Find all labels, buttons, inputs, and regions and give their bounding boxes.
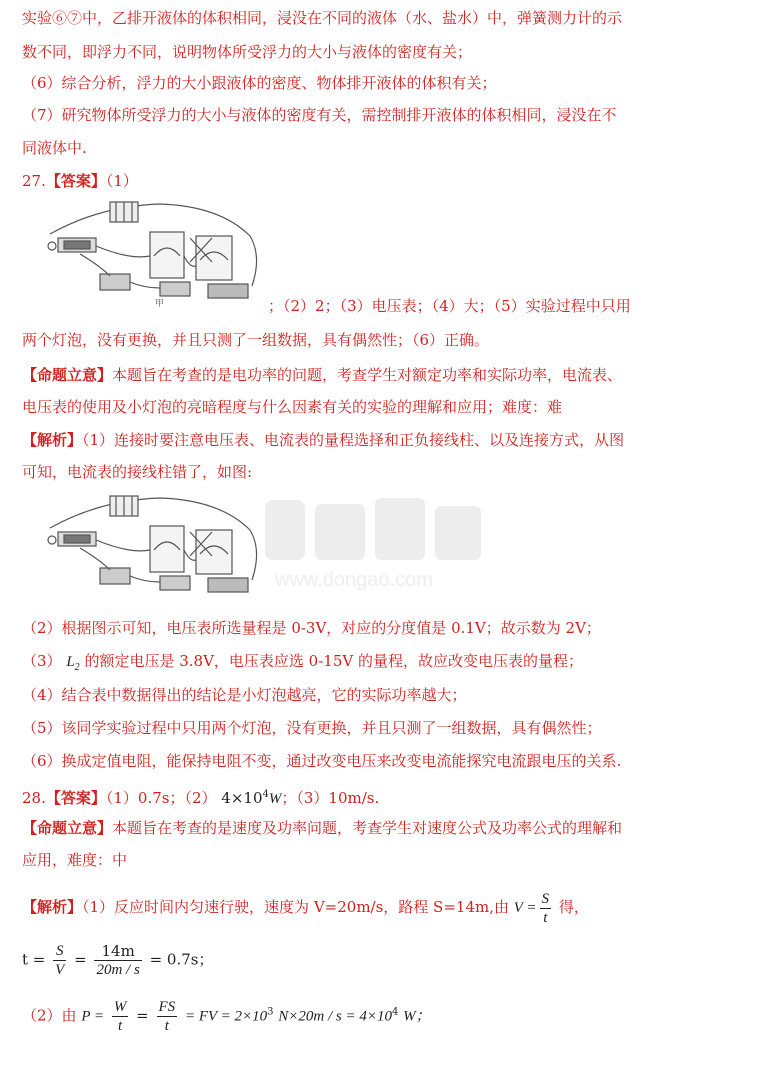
q28-intent-tag: 【命题立意】	[22, 819, 113, 837]
q27-step3	[22, 651, 583, 678]
q27-analysis-text: （1）连接时要注意电压表、电流表的量程选择和正负接线柱、以及连接方式，从图	[82, 431, 625, 449]
q28-number: 28.	[22, 789, 46, 807]
q28-intent-line2: 应用，难度：中	[22, 851, 128, 869]
q27-number: 27.	[22, 172, 46, 190]
text-line-2: 数不同，即浮力不同，说明物体所受浮力的大小与液体的密度有关；	[22, 43, 473, 61]
q27-intent-line2: 电压表的使用及小灯泡的亮暗程度与什么因素有关的实验的理解和应用；难度：难	[22, 398, 563, 416]
q27-answer-tag: 【答案】	[45, 172, 106, 190]
q27-intent	[22, 365, 622, 385]
q27-answers-rest: ；（2）2；（3）电压表；（4）大；（5）实验过程中只用	[268, 297, 631, 315]
q27-analysis-tag: 【解析】	[22, 431, 83, 449]
q28-analysis	[22, 890, 589, 927]
q28-answer-tag: 【答案】	[45, 789, 106, 807]
text-line-4: （7）研究物体所受浮力的大小与液体的密度有关，需控制排开液体的体积相同，浸没在不	[22, 106, 617, 124]
text-line-1: 实验⑥⑦中，乙排开液体的体积相同，浸没在不同的液体（水、盐水）中，弹簧测力计的示	[22, 9, 623, 27]
q27-answer-heading	[22, 171, 138, 191]
q27-analysis	[22, 430, 624, 450]
q28-power-value: $4\times 10^4W$	[221, 789, 282, 807]
watermark-text: www.dongao.com	[275, 569, 433, 591]
q27-step2: （2）根据图示可知，电压表所选量程是 0-3V，对应的分度值是 0.1V；故示数为 2V；	[22, 619, 601, 637]
q28-analysis-end: 得，	[558, 897, 589, 916]
q27-step5: （5）该同学实验过程中只用两个灯泡，没有更换，并且只测了一组数据，具有偶然性；	[22, 719, 602, 737]
l2-symbol: $L_2$	[66, 654, 80, 673]
q27-analysis-line2: 可知，电流表的接线柱错了，如图:	[22, 463, 253, 481]
q27-intent-text: 本题旨在考查的是电功率的问题，考查学生对额定功率和实际功率，电流表、	[112, 366, 623, 384]
q28-intent	[22, 818, 622, 838]
watermark-logo	[255, 490, 495, 600]
q27-answers-line2: 两个灯泡，没有更换，并且只测了一组数据，具有偶然性；（6）正确。	[22, 331, 490, 349]
power-calculation: （2）由 P = $\frac{W}{t}$ = $\frac{FS}{t}$ = FV = $2\times 10^3$ $N\times 20m / s = 4\times 10^4$ W；	[22, 999, 431, 1034]
q28-answer-part1: （1）0.7s；（2）	[105, 789, 217, 807]
q28-analysis-text: （1）反应时间内匀速行驶，速度为 V=20m/s，路程 S=14m,由	[82, 897, 509, 916]
q27-step4: （4）结合表中数据得出的结论是小灯泡越亮，它的实际功率越大；	[22, 686, 467, 704]
q27-intent-tag: 【命题立意】	[22, 366, 113, 384]
circuit-figure-1	[40, 196, 265, 308]
q28-answer-part3: ；（3）10m/s.	[281, 789, 380, 807]
q28-analysis-tag: 【解析】	[22, 897, 83, 916]
q28-answer	[22, 785, 379, 809]
text-line-5: 同液体中.	[22, 139, 87, 157]
q28-intent-text: 本题旨在考查的是速度及功率问题，考查学生对速度公式及功率公式的理解和	[112, 819, 623, 837]
figure-1-caption: 甲	[155, 299, 165, 308]
text-line-3: （6）综合分析，浮力的大小跟液体的密度、物体排开液体的体积有关；	[22, 74, 497, 92]
q27-part1: （1）	[105, 172, 138, 190]
time-calculation: t = $\frac{S}{V}$ = $\frac{14m}{20m / s}$ = 0.7s；	[22, 942, 214, 978]
q27-step3-text: 的额定电压是 3.8V，电压表应选 0-15V 的量程，故应改变电压表的量程；	[84, 652, 583, 670]
q27-step3-prefix: （3）	[22, 652, 62, 670]
circuit-figure-2	[40, 490, 265, 602]
q27-step6: （6）换成定值电阻，能保持电阻不变，通过改变电压来改变电流能探究电流跟电压的关系.	[22, 752, 622, 770]
velocity-formula: V = $\frac{S}{t}$	[513, 891, 550, 926]
